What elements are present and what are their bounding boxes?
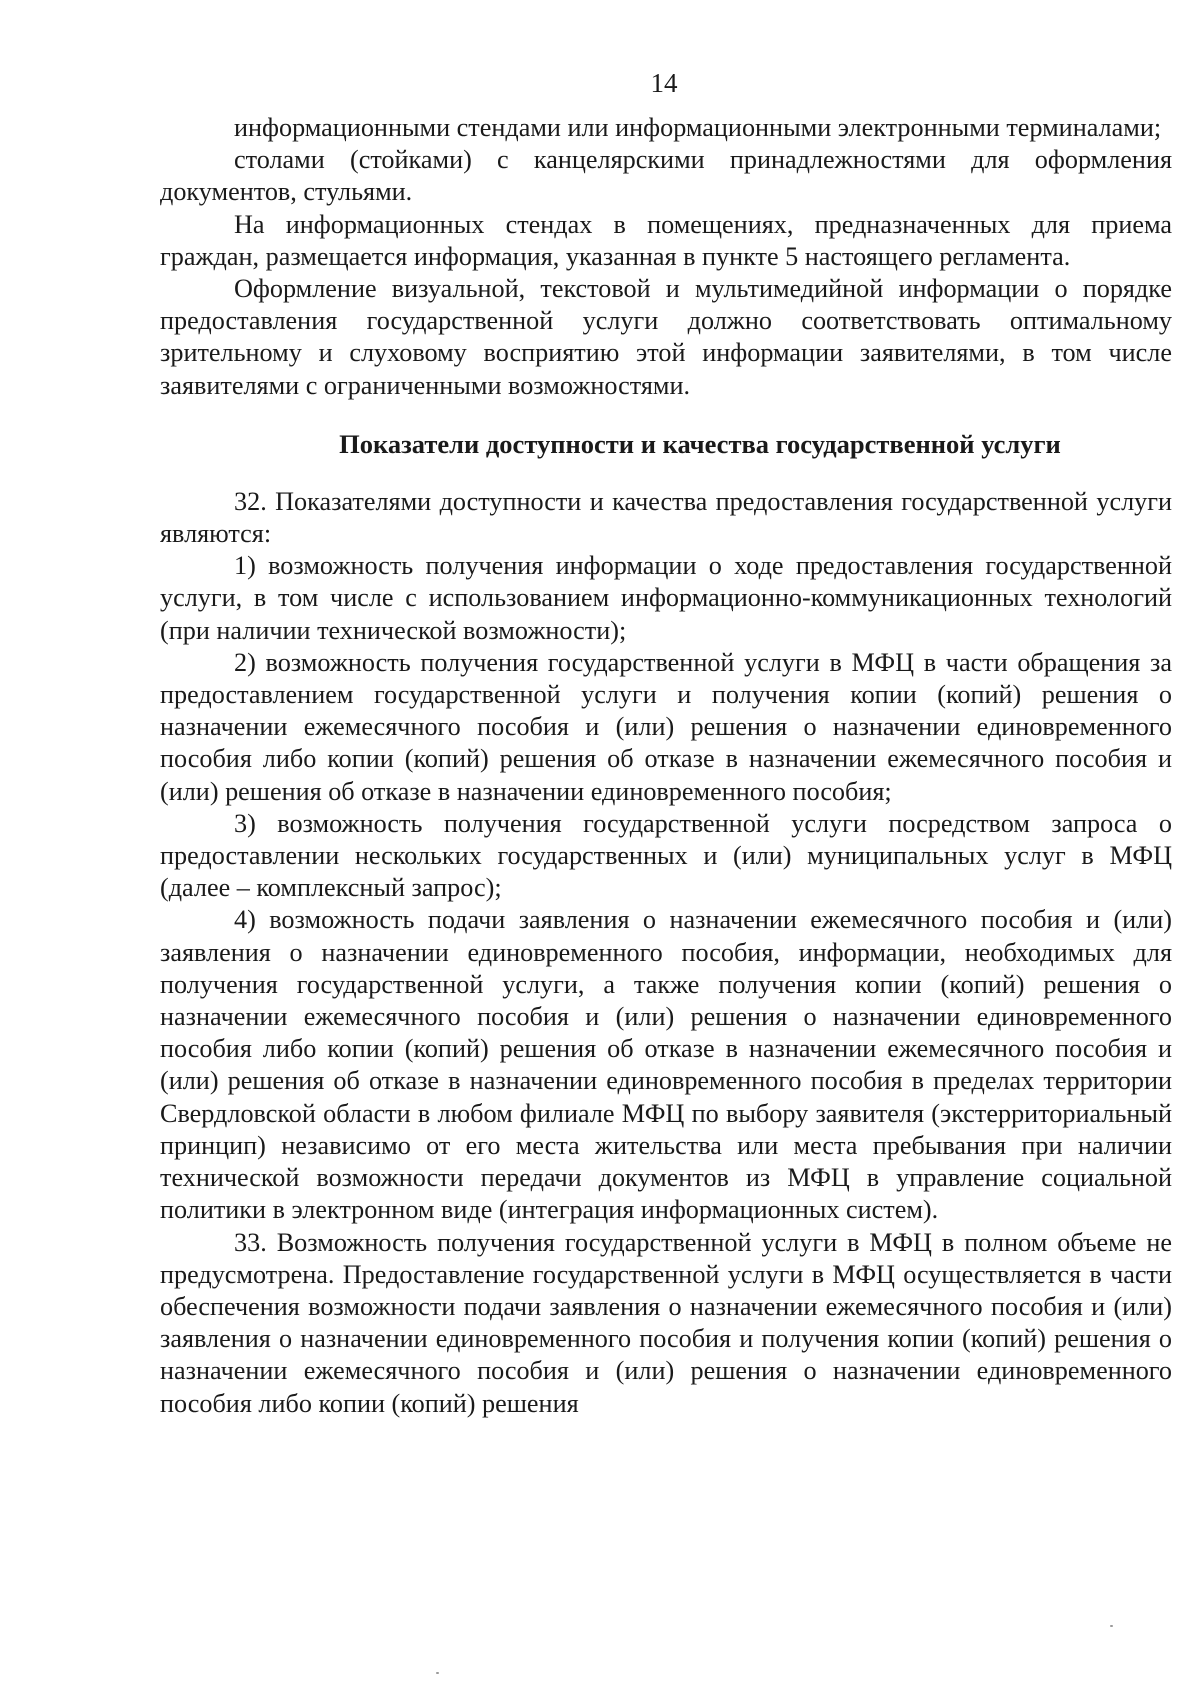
list-item-1: 1) возможность получения информации о ходе предоставления государственной услуги, в том числе с использованием информационно-коммуникационных технологий (при наличии технической возможности);	[160, 551, 1172, 645]
paragraph-visual-info: Оформление визуальной, текстовой и мультимедийной информации о порядке предоставления государственной услуги должно соответствовать оптимальному зрительному и слуховому восприятию этой информации заявителями, в том числе заявителями с ограниченными возможностями.	[160, 274, 1172, 400]
list-item-3: 3) возможность получения государственной услуги посредством запроса о предоставлении нескольких государственных и (или) муниципальных услуг в МФЦ (далее – комплексный запрос);	[160, 808, 1172, 903]
paragraph-desks: столами (стойками) с канцелярскими принадлежностями для оформления документов, стульями.	[160, 145, 1172, 207]
list-item-4: 4) возможность подачи заявления о назначении ежемесячного пособия и (или) заявления о назначении единовременного пособия, информации, необходимых для получения государственной услуги, а также получения копии (копий) решения о назначении ежемесячного пособия и (или) решения о назначении единовременного пособия либо копии (копий) решения об отказе в назначении ежемесячного пособия и (или) решения об отказе в назначении единовременного пособия в пределах территории Свердловской области в любом филиале МФЦ по выбору заявителя (экстерриториальный принцип) независимо от его места жительства или места пребывания при наличии технической возможности передачи документов из МФЦ в управление социальной политики в электронном виде (интеграция информационных систем).	[160, 905, 1172, 1225]
paragraph-33: 33. Возможность получения государственной услуги в МФЦ в полном объеме не предусмотрена. Предоставление государственной услуги в МФЦ осуществляется в части обеспечения возможности подачи заявления о назначении ежемесячного пособия и (или) заявления о назначении единовременного пособия и получения копии (копий) решения о назначении ежемесячного пособия и (или) решения о назначении единовременного пособия либо копии (копий) решения	[160, 1227, 1172, 1418]
scan-speck	[436, 1672, 439, 1674]
scan-speck	[1110, 1625, 1113, 1627]
paragraph-info-stands: На информационных стендах в помещениях, предназначенных для приема граждан, размещается информация, указанная в пункте 5 настоящего регламента.	[160, 209, 1172, 271]
document-body	[160, 112, 1172, 1420]
paragraph-info-terminals: информационными стендами или информационными электронными терминалами;	[234, 113, 1162, 142]
page-number: 14	[650, 68, 678, 98]
paragraph-32: 32. Показателями доступности и качества предоставления государственной услуги являются:	[160, 486, 1172, 549]
section-heading: Показатели доступности и качества государственной услуги	[339, 428, 1061, 459]
list-item-2: 2) возможность получения государственной услуги в МФЦ в части обращения за предоставлением государственной услуги и получения копии (копий) решения о назначении ежемесячного пособия и (или) решения о назначении единовременного пособия либо копии (копий) решения об отказе в назначении ежемесячного пособия и (или) решения об отказе в назначении единовременного пособия;	[160, 647, 1172, 806]
